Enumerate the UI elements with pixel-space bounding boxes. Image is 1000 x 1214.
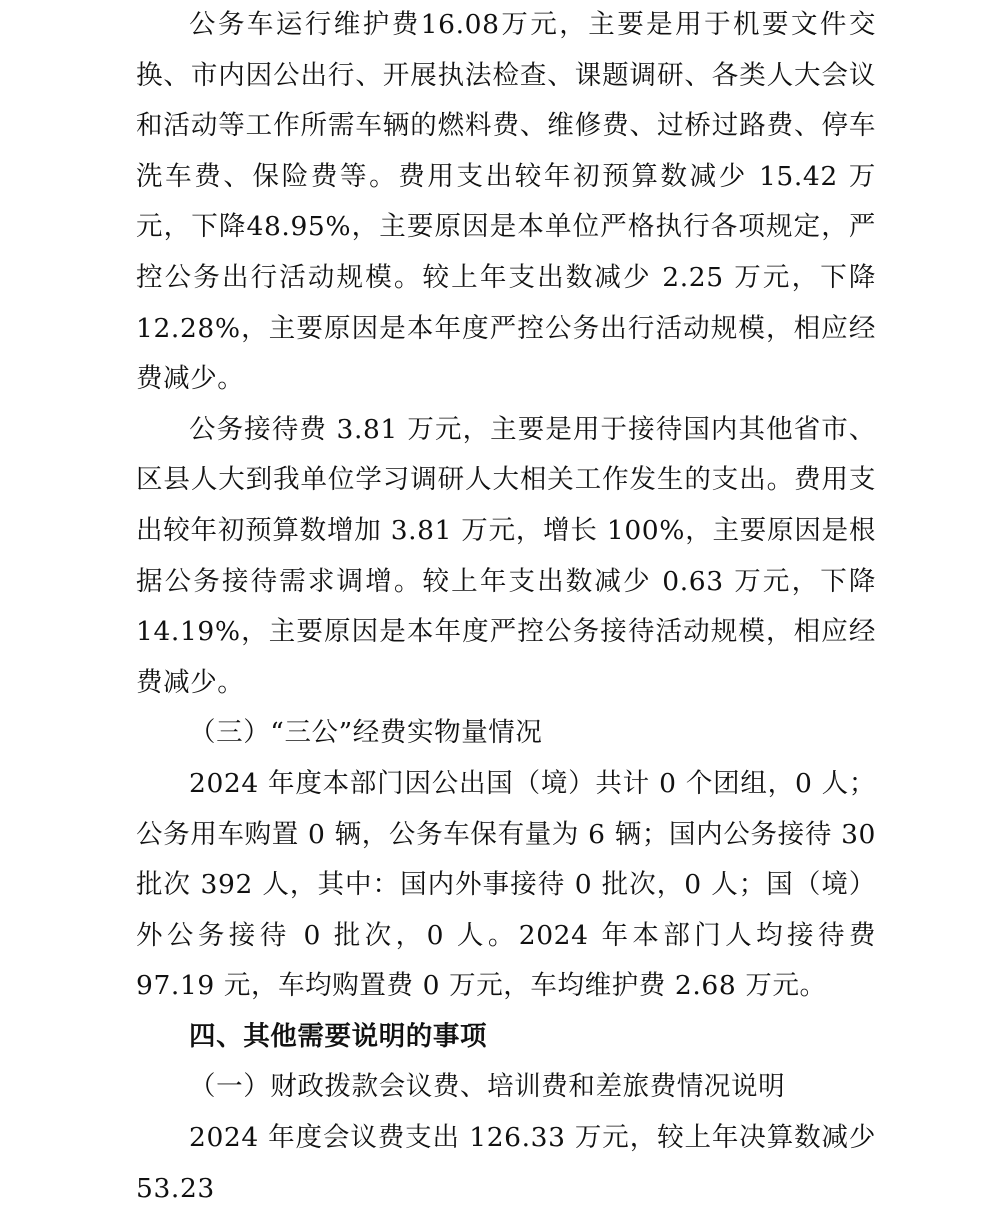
subsection-heading-meeting-training-travel: （一）财政拨款会议费、培训费和差旅费情况说明 <box>189 1071 786 1103</box>
paragraph-physical-quantity: 2024 年度本部门因公出国（境）共计 0 个团组，0 人；公务用车购置 0 辆，公务车保有量为 6 辆；国内公务接待 30 批次 392 人，其中：国内外事接待 0 批次，0 人；国（境）外公务接待 0 批次，0 人。2024 年本部门人均接待费 97.19 元，车均购置费 0 万元，车均维护费 2.68 万元。 <box>136 767 876 1002</box>
section-heading-three-public-quantity: （三）“三公”经费实物量情况 <box>189 717 543 749</box>
paragraph-reception: 公务接待费 3.81 万元，主要是用于接待国内其他省市、区县人大到我单位学习调研人大相关工作发生的支出。费用支出较年初预算数增加 3.81 万元，增长 100%，主要原因是根据公务接待需求调增。较上年支出数减少 0.63 万元，下降 14.19%，主要原因是本年度严控公务接待活动规模，相应经费减少。 <box>136 413 876 698</box>
section-heading-other-matters: 四、其他需要说明的事项 <box>189 1020 488 1052</box>
document-page <box>136 0 876 1214</box>
paragraph-meeting-fee: 2024 年度会议费支出 126.33 万元，较上年决算数减少 53.23 <box>136 1122 876 1204</box>
paragraph-vehicle-maintenance: 公务车运行维护费16.08万元，主要是用于机要文件交换、市内因公出行、开展执法检查、课题调研、各类人大会议和活动等工作所需车辆的燃料费、维修费、过桥过路费、停车洗车费、保险费等。费用支出较年初预算数减少 15.42 万元，下降48.95%，主要原因是本单位严格执行各项规定，严控公务出行活动规模。较上年支出数减少 2.25 万元，下降 12.28%，主要原因是本年度严控公务出行活动规模，相应经费减少。 <box>136 9 876 395</box>
